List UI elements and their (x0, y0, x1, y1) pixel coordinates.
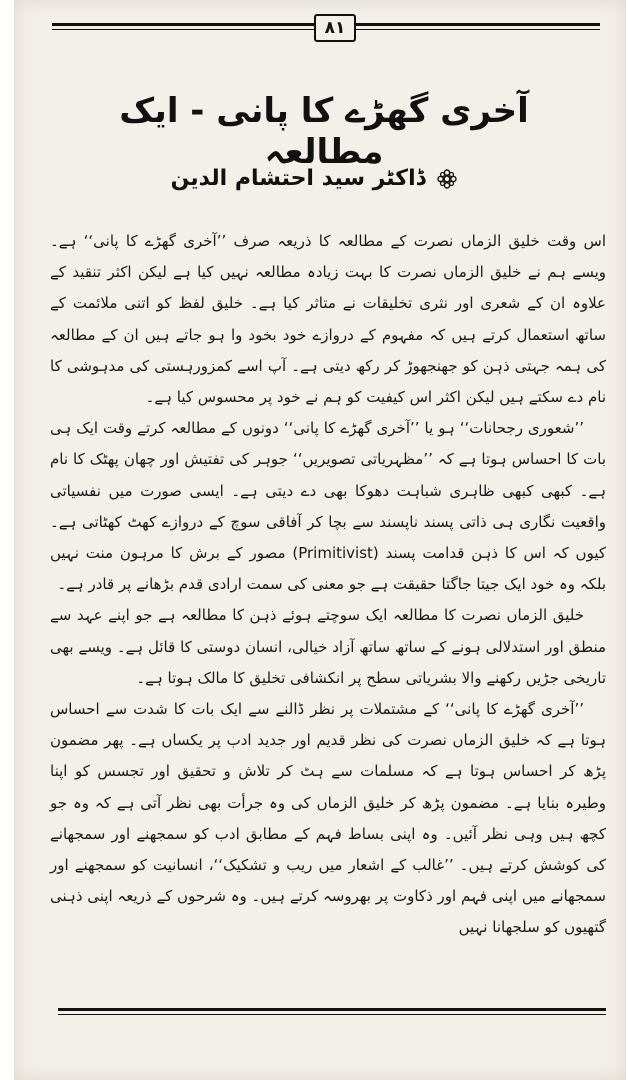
paragraph-4: ’’آخری گھڑے کا پانی‘‘ کے مشتملات پر نظر ڈالنے سے ایک بات کا شدت سے احساس ہوتا ہے کہ خلیق الزماں نصرت کی نظر قدیم اور جدید ادب پر یکساں ہے۔ پھر مضمون پڑھ کر احساس ہوتا ہے کہ مسلمات سے ہٹ کر تلاش و تحقیق اور تجسس کو اپنا وطیرہ بنایا ہے۔ مضمون پڑھ کر خلیق الزماں کی وہ جرأت بھی نظر آتی ہے کہ وہ جو کچھ ہیں وہی نظر آئیں۔ وہ اپنی بساط فہم کے مطابق ادب کو سمجھنے اور سمجھانے کی کوشش کرتے ہیں۔ ’’غالب کے اشعار میں ریب و تشکیک‘‘، انسانیت کو سمجھنے اور سمجھانے میں اپنی فہم اور ذکاوت پر بھروسہ کرتے ہیں۔ وہ شرحوں کے ذریعہ اپنی ذہنی گتھیوں کو سلجھانا نہیں (50, 700, 606, 937)
footer-rule-thin (58, 1014, 606, 1015)
article-body (50, 226, 606, 944)
flower-ornament-icon (437, 169, 457, 189)
page-number: ٨١ (314, 14, 356, 42)
page-header (52, 14, 600, 42)
page-footer (58, 1002, 606, 1022)
footer-rule (58, 1008, 606, 1011)
paragraph-1: اس وقت خلیق الزماں نصرت کے مطالعہ کا ذریعہ صرف ’’آخری گھڑے کا پانی‘‘ ہے۔ ویسے ہم نے خلیق الزماں نصرت کا بہت زیادہ مطالعہ نہیں کیا ہے لیکن اکثر تنقید کے علاوہ ان کے شعری اور نثری تخلیقات نے متاثر کیا ہے۔ خلیق لفظ کو اتنی ملائمت کے ساتھ استعمال کرتے ہیں کہ مفہوم کے دروازے خود بخود وا ہو جاتے ہیں ان کے مطالعہ کی ہمہ جہتی ذہن کو جھنجھوڑ کر رکھ دیتی ہے۔ آپ اسے کمزورہستی کی مدہوشی کا نام دے سکتے ہیں لیکن اکثر اس کیفیت کو ہم نے خود پر محسوس کیا ہے۔ (50, 232, 606, 407)
paragraph-3: خلیق الزماں نصرت کا مطالعہ ایک سوچتے ہوئے ذہن کا مطالعہ ہے جو اپنے عہد سے منطق اور استدلالی ہونے کے ساتھ ساتھ آزاد خیالی، انسان دوستی کا قائل ہے۔ ویسے بھی تاریخی جڑیں رکھنے والا بشریاتی سطح پر انکشافی تخلیق کا مالک ہوتا ہے۔ (50, 606, 606, 687)
book-page (14, 0, 626, 1080)
paragraph-2: ’’شعوری رجحانات‘‘ ہو یا ’’آخری گھڑے کا پانی‘‘ دونوں کے مطالعہ کرتے وقت ایک ہی بات کا احساس ہوتا ہے کہ ’’مظہریاتی تصویریں‘‘ جوہر کی تفتیش اور چھان پھٹک کا نام ہے۔ کبھی کبھی ظاہری شباہت دھوکا بھی دے دیتی ہے۔ ایسی صورت میں نفسیاتی واقعیت نگاری ہی ذاتی پسند ناپسند سے بچا کر آفاقی سوچ کے دروازے کھٹ کھٹاتی ہے۔ کیوں کہ اس کا ذہن قدامت پسند (Primitivist) مصور کے برش کا مرہون منت نہیں بلکہ وہ خود ایک جیتا جاگتا حقیقت ہے جو معنی کی سمت ارادی قدم بڑھانے پر قادر ہے۔ (50, 419, 606, 594)
article-title: آخری گھڑے کا پانی - ایک مطالعہ (119, 91, 529, 172)
author-line (114, 166, 514, 191)
article-author: ڈاکٹر سید احتشام الدین (170, 166, 426, 191)
